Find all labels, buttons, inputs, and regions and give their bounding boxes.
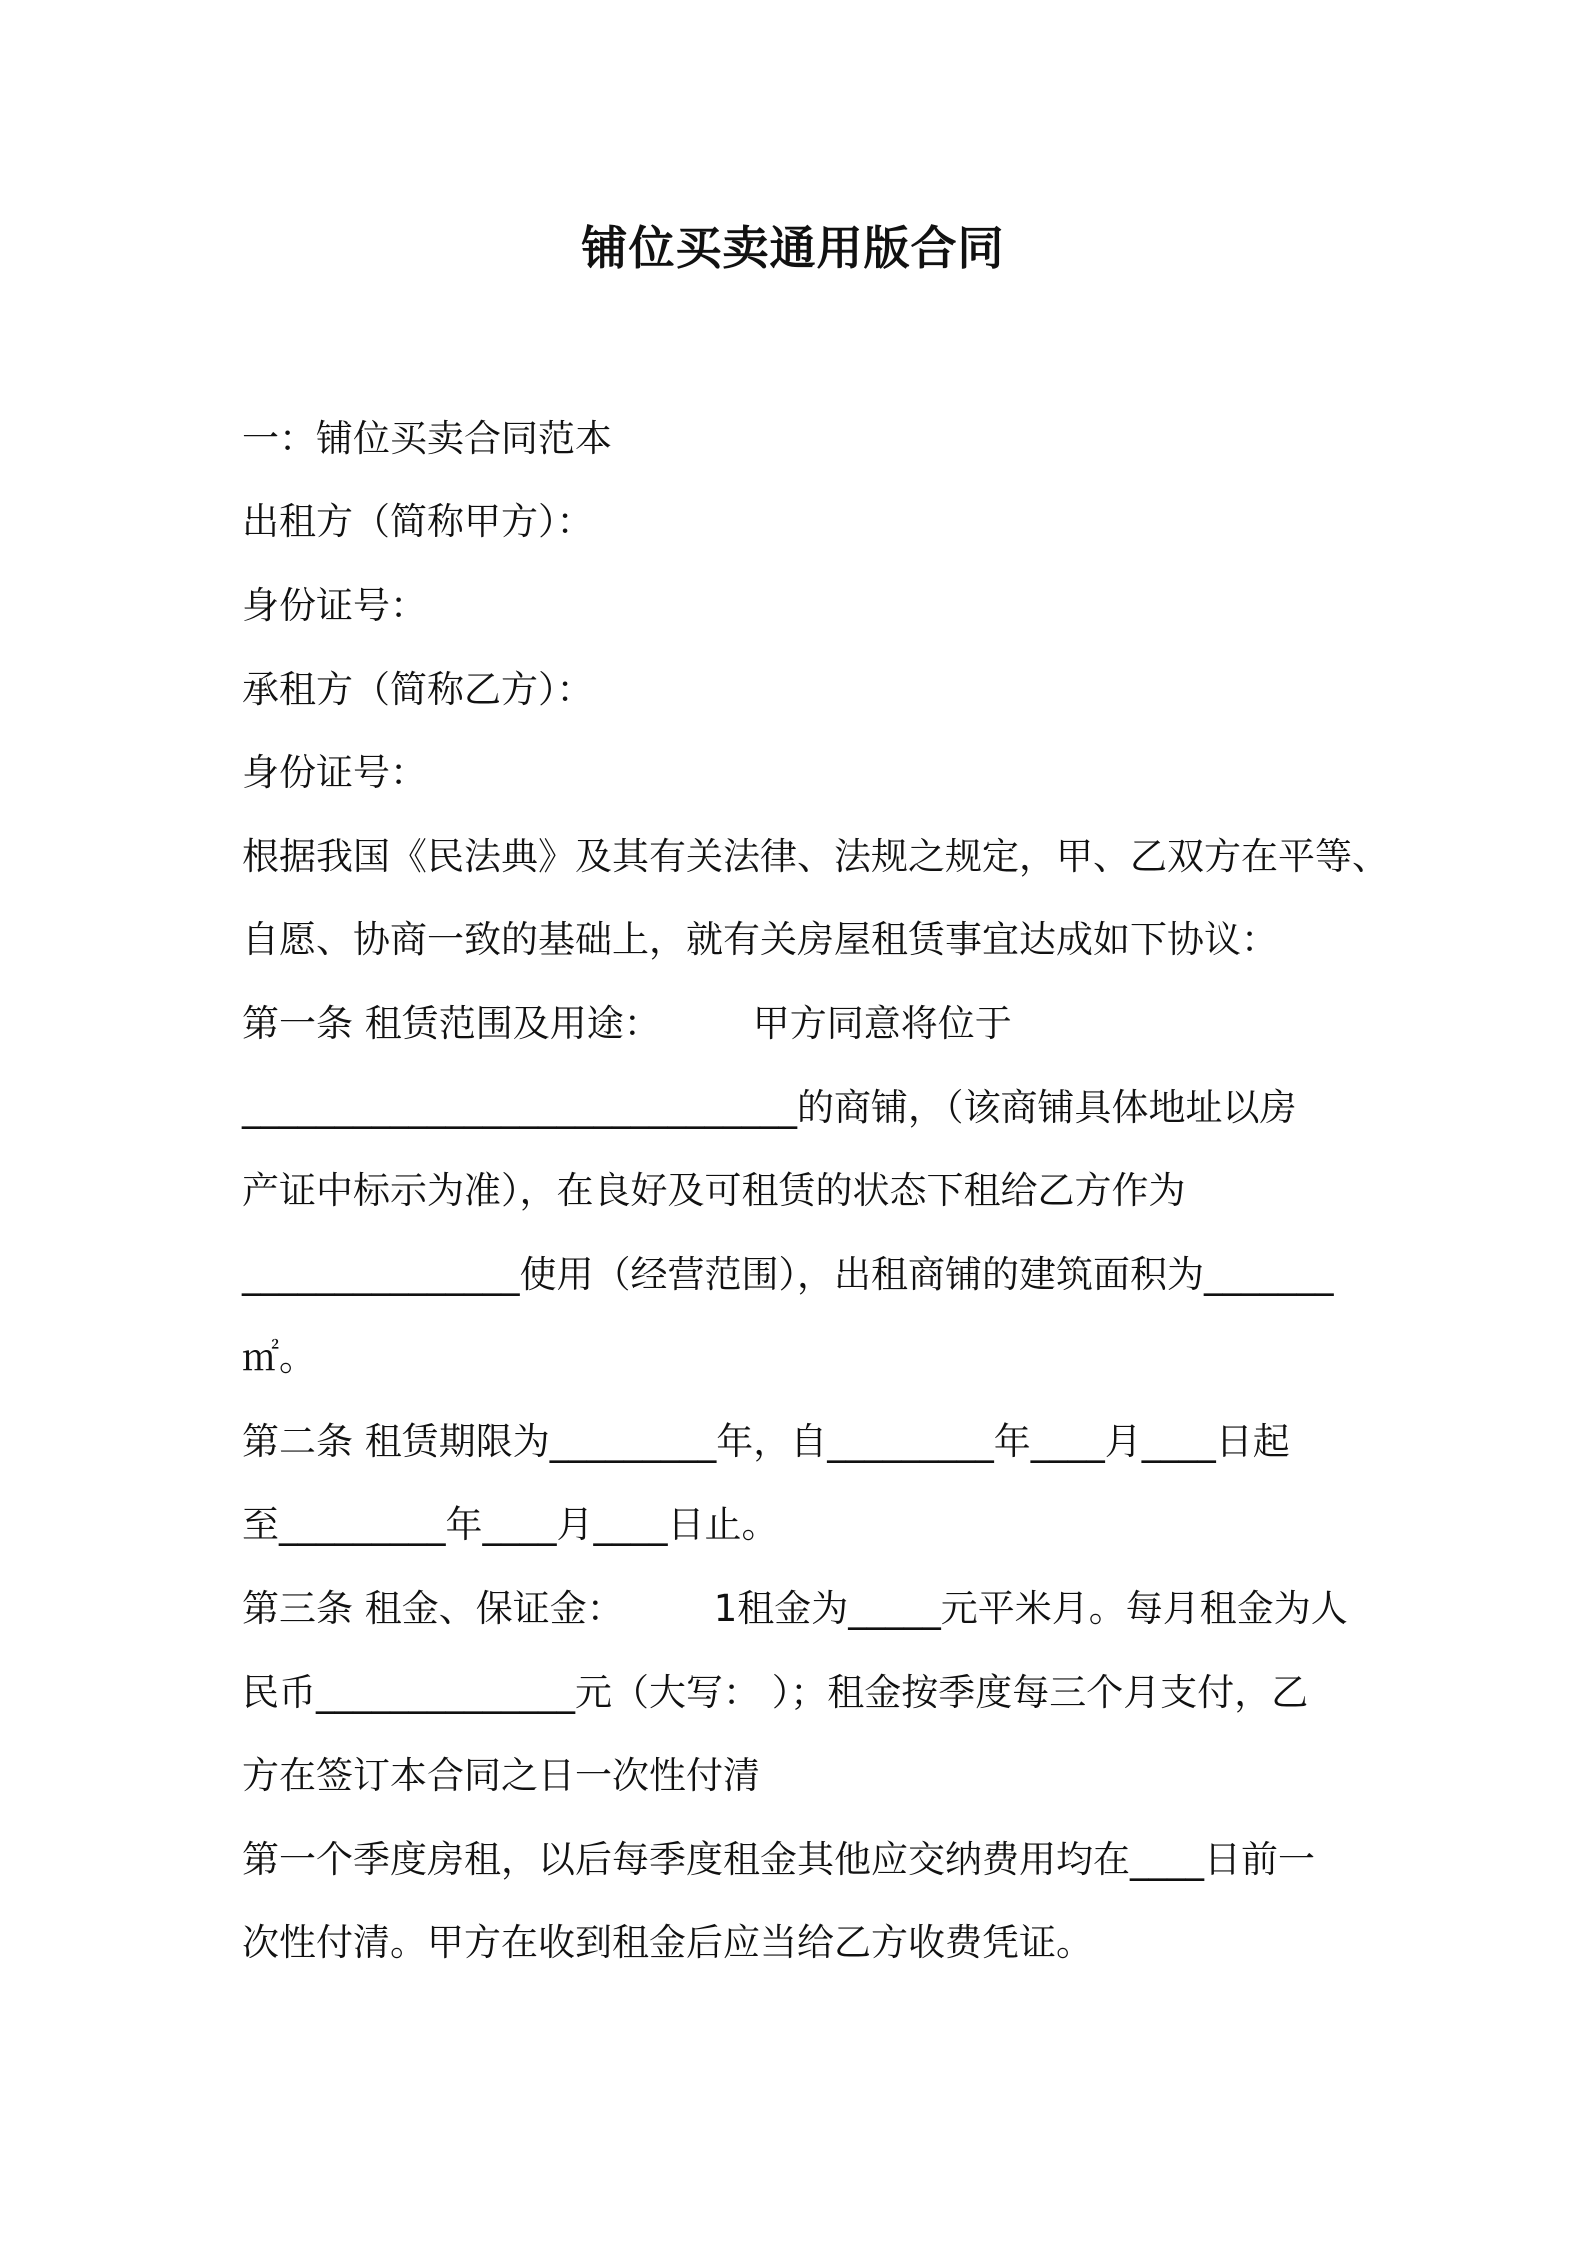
lessee-label: 承租方（简称乙方）： bbox=[242, 668, 594, 711]
article3-line-2: 民币______________元（大写： ）；租金按季度每三个月支付，乙 bbox=[242, 1671, 1309, 1714]
article3-heading: 第三条 租金、保证金： bbox=[242, 1587, 624, 1630]
lessee-id-label: 身份证号： bbox=[242, 751, 427, 794]
article2-line-1: 第二条 租赁期限为_________年，自_________年____月____日起 bbox=[242, 1420, 1290, 1463]
section-heading: 一：铺位买卖合同范本 bbox=[242, 417, 612, 460]
article3-first-line bbox=[242, 1584, 1362, 1634]
article2-line-2: 至_________年____月____日止。 bbox=[242, 1503, 779, 1546]
preamble-line-1: 根据我国《民法典》及其有关法律、法规之规定，甲、乙双方在平等、 bbox=[242, 835, 1389, 878]
article1-intro: 甲方同意将位于 bbox=[752, 1002, 1012, 1045]
article1-line-3: 产证中标示为准），在良好及可租赁的状态下租给乙方作为 bbox=[242, 1169, 1186, 1212]
article3-first-line-rest: 1租金为_____元平米月。每月租金为人 bbox=[713, 1587, 1348, 1630]
lessor-id-label: 身份证号： bbox=[242, 584, 427, 627]
article3-line-5: 次性付清。甲方在收到租金后应当给乙方收费凭证。 bbox=[242, 1921, 1093, 1964]
article1-line-5: ㎡。 bbox=[242, 1336, 316, 1379]
document-title: 铺位买卖通用版合同 bbox=[581, 221, 1005, 275]
article3-line-4: 第一个季度房租，以后每季度租金其他应交纳费用均在____日前一 bbox=[242, 1838, 1315, 1881]
lessor-label: 出租方（简称甲方）： bbox=[242, 500, 594, 543]
article1-heading: 第一条 租赁范围及用途： bbox=[242, 1002, 661, 1045]
article1-line-4: _______________使用（经营范围），出租商铺的建筑面积为_______ bbox=[242, 1253, 1334, 1296]
article3-line-3: 方在签订本合同之日一次性付清 bbox=[242, 1754, 760, 1797]
article1-first-line bbox=[242, 999, 1362, 1049]
preamble-line-2: 自愿、协商一致的基础上，就有关房屋租赁事宜达成如下协议： bbox=[242, 918, 1278, 961]
article1-line-2: ______________________________的商铺，（该商铺具体地址以房 bbox=[242, 1086, 1297, 1129]
